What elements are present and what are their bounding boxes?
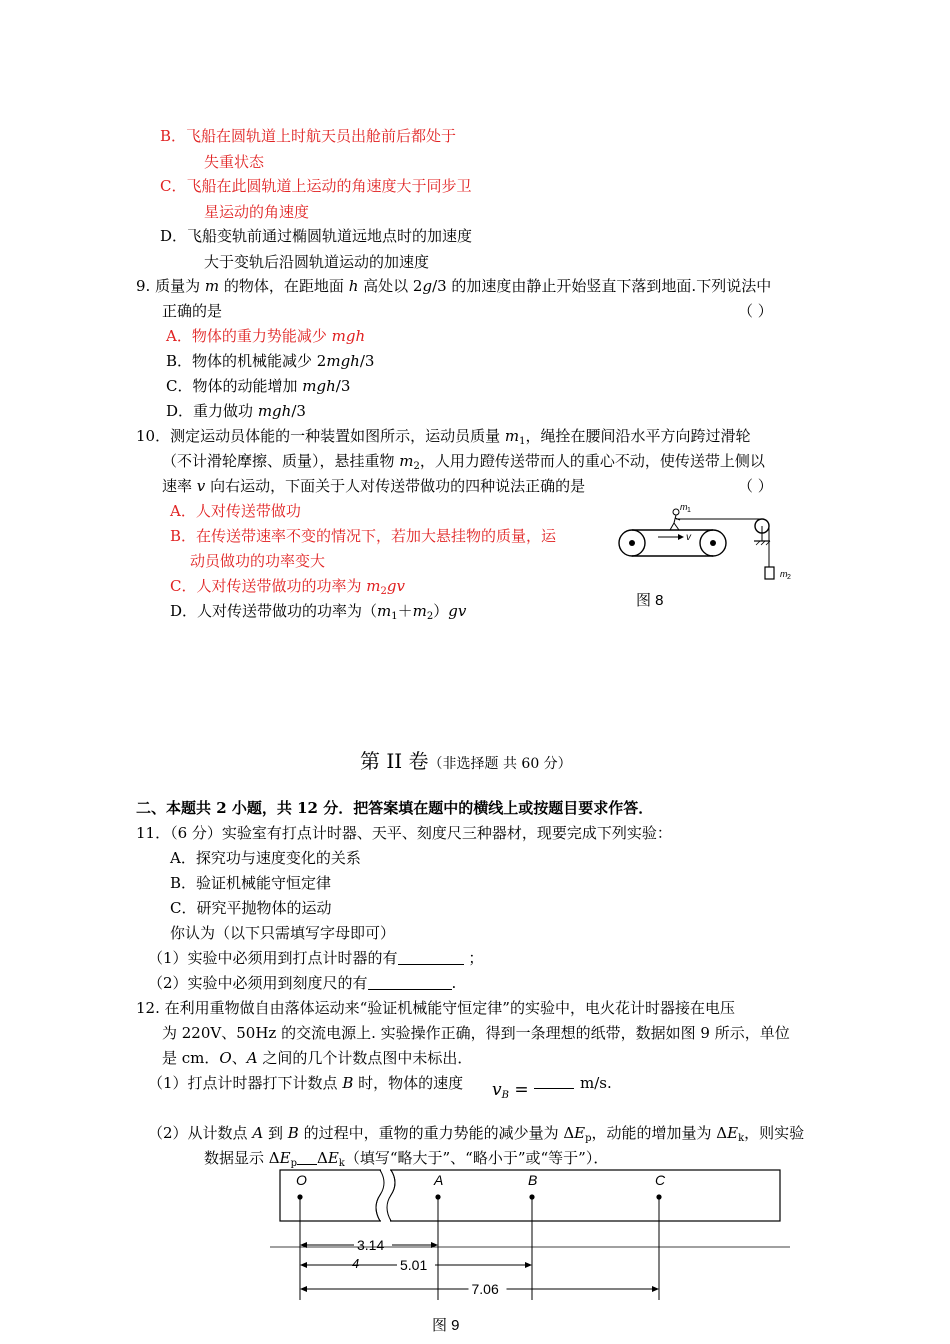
q12-part1: （1）打点计时器打下计数点 B 时，物体的速度	[148, 1074, 464, 1092]
q10-answer-bracket: （ ）	[738, 477, 773, 495]
tape-point-label-A: A	[434, 1172, 444, 1188]
q10-option-d: D．人对传送带做功的功率为$(m_1+m_2)gv$	[170, 602, 467, 622]
figure-9-tape	[270, 1165, 790, 1305]
q8-option-b-cont: 失重状态	[204, 153, 265, 171]
tape-point-label-B: B	[528, 1172, 538, 1188]
q12-part2: （2）从计数点 A 到 B 的过程中，重物的重力势能的减少量为 $\Delta E_p$，动能的增加量为 $\Delta E_k$，则实验	[148, 1124, 805, 1144]
q8-option-c: C．飞船在此圆轨道上运动的角速度大于同步卫	[160, 177, 472, 195]
q11-part1-blank[interactable]	[398, 949, 464, 965]
q10-stem-line2: （不计滑轮摩擦、质量），悬挂重物 $m_2$，人用力蹬传送带而人的重心不动，使传送带上侧以	[162, 452, 765, 472]
q9-stem-cont: 正确的是	[162, 302, 223, 320]
q10-option-b-cont: 动员做功的功率变大	[190, 552, 326, 570]
q11-option-b: B．验证机械能守恒定律	[170, 874, 332, 892]
q9-option-d: D．重力做功 mgh/3	[166, 402, 306, 420]
figure-9-label: 图 9	[432, 1317, 460, 1334]
velocity-label: v	[686, 532, 691, 543]
q9-option-a: A．物体的重力势能减少 mgh	[166, 327, 366, 345]
q11-part2: （2）实验中必须用到刻度尺的有 .	[148, 974, 457, 992]
q9-option-c: C．物体的动能增加 mgh/3	[166, 377, 351, 395]
figure-8-label: 图 8	[636, 592, 664, 609]
q12-part2-blank[interactable]	[297, 1149, 317, 1165]
tape-point-label-O: O	[296, 1172, 307, 1188]
q11-option-a: A．探究功与速度变化的关系	[170, 849, 361, 867]
q12-part2-line2: 数据显示 $\Delta E_p$ $\Delta E_k$（填写“略大于”、“略小于”或“等于”）．	[204, 1149, 609, 1169]
q11-note: 你认为（以下只需填写字母即可）	[170, 924, 396, 942]
svg-text:1: 1	[687, 507, 691, 514]
figure-8-diagram	[610, 495, 810, 590]
q8-option-b: B．飞船在圆轨道上时航天员出舱前后都处于	[160, 127, 457, 145]
q10-stem: 10．测定运动员体能的一种装置如图所示，运动员质量 $m_1$，绳拴在腰间沿水平方向跨过滑轮	[136, 427, 751, 447]
q12-stem-line2: 为 220V、50Hz 的交流电源上. 实验操作正确，得到一条理想的纸带，数据如图 9 所示，单位	[162, 1024, 790, 1042]
distance-label-3: 7.06	[471, 1281, 499, 1297]
q10-stem-line3: 速率 v 向右运动，下面关于人对传送带做功的四种说法正确的是	[162, 477, 586, 495]
q12-vb-unit: m/s.	[580, 1074, 612, 1092]
q8-option-d-cont: 大于变轨后沿圆轨道运动的加速度	[204, 253, 430, 271]
q9-stem: 9. 质量为 m 的物体，在距地面 h 高处以 2g/3 的加速度由静止开始竖直下落到地面.下列说法中	[136, 277, 772, 295]
svg-text:2: 2	[787, 574, 791, 581]
q12-vb-formula: $v_B$ =	[492, 1080, 529, 1101]
q11-part2-blank[interactable]	[368, 974, 452, 990]
q9-option-b: B．物体的机械能减少 2mgh/3	[166, 352, 375, 370]
q10-option-c: C．人对传送带做功的功率为 $m_2gv$	[170, 577, 405, 597]
runner-mass-label: m	[680, 502, 688, 512]
distance-label-1: 3.14	[357, 1237, 385, 1253]
runner-figure	[673, 509, 679, 515]
q8-option-c-cont: 星运动的角速度	[204, 203, 310, 221]
part2-title: 第 II 卷（非选择题 共 60 分）	[360, 749, 572, 773]
weight-mass-label: m	[780, 569, 788, 579]
distance-label-2: 5.01	[400, 1257, 428, 1273]
q12-vb-blank[interactable]	[534, 1073, 574, 1089]
q11-stem: 11．（6 分）实验室有打点计时器、天平、刻度尺三种器材，现要完成下列实验：	[136, 824, 672, 842]
q10-option-a: A．人对传送带做功	[170, 502, 301, 520]
q11-part1: （1）实验中必须用到打点计时器的有 ；	[148, 949, 484, 967]
hanging-weight	[765, 567, 774, 579]
q9-answer-bracket: （ ）	[738, 302, 773, 320]
q12-stem-line3: 是 cm．O、A 之间的几个计数点图中未标出．	[162, 1049, 473, 1067]
q10-option-b: B．在传送带速率不变的情况下，若加大悬挂物的质量，运	[170, 527, 557, 545]
q11-option-c: C．研究平抛物体的运动	[170, 899, 332, 917]
q12-stem: 12. 在利用重物做自由落体运动来“验证机械能守恒定律”的实验中，电火花计时器接在电压	[136, 999, 735, 1017]
tape-point-label-C: C	[655, 1172, 666, 1188]
q8-option-d: D．飞船变轨前通过椭圆轨道远地点时的加速度	[160, 227, 473, 245]
page-number: 4	[352, 1256, 360, 1271]
part2-instructions: 二、本题共 2 小题，共 12 分．把答案填在题中的横线上或按题目要求作答．	[136, 799, 654, 817]
